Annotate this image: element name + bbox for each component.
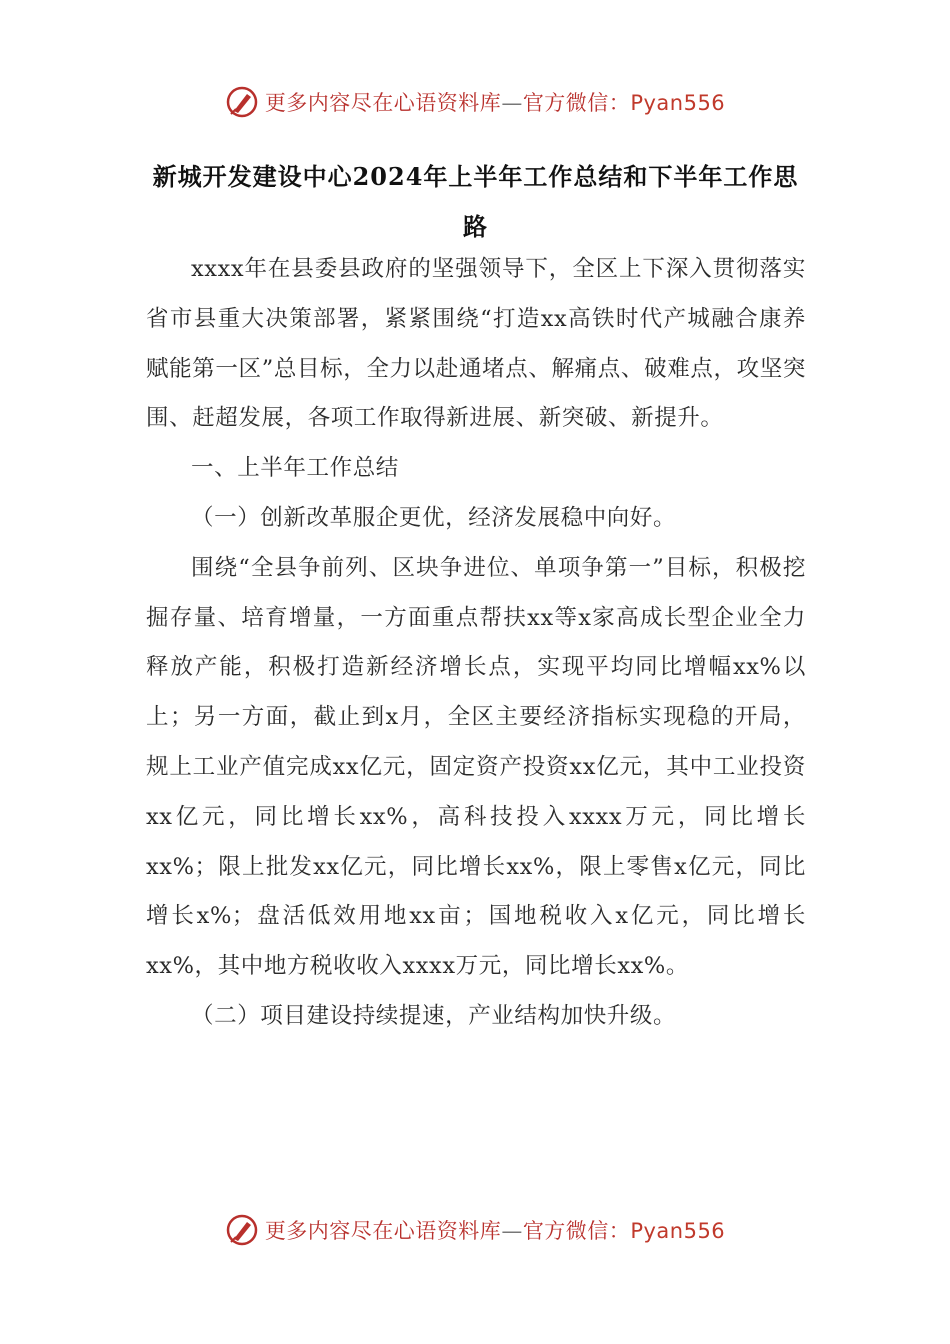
watermark-banner-bottom: [0, 1210, 950, 1250]
document-body: [146, 245, 806, 1042]
section-heading: 一、上半年工作总结: [191, 455, 399, 482]
paragraph-economy: 围绕“全县争前列、区块争进位、单项争第一”目标，积极挖掘存量、培育增量，一方面重点帮扶xx等x家高成长型企业全力释放产能，积极打造新经济增长点，实现平均同比增幅xx%以上；另一方面，截止到x月，全区主要经济指标实现稳的开局，规上工业产值完成xx亿元，固定资产投资xx亿元，其中工业投资xx亿元，同比增长xx%，高科技投入xxxx万元，同比增长xx%；限上批发xx亿元，同比增长xx%，限上零售x亿元，同比增长x%；盘活低效用地xx亩；国地税收入x亿元，同比增长xx%，其中地方税收收入xxxx万元，同比增长xx%。: [146, 554, 806, 980]
paragraph-intro: xxxx年在县委县政府的坚强领导下，全区上下深入贯彻落实省市县重大决策部署，紧紧围绕“打造xx高铁时代产城融合康养赋能第一区”总目标，全力以赴通堵点、解痛点、破难点，攻坚突围、赶超发展，各项工作取得新进展、新突破、新提升。: [146, 256, 806, 432]
watermark-banner-top: [0, 82, 950, 122]
subsection-heading: （一）创新改革服企更优，经济发展稳中向好。: [191, 504, 677, 531]
watermark-text: 更多内容尽在心语资料库—官方微信：Pyan556: [264, 91, 726, 115]
quill-pen-logo-icon: [225, 85, 259, 119]
watermark-text: 更多内容尽在心语资料库—官方微信：Pyan556: [264, 1219, 726, 1243]
subsection-heading: （二）项目建设持续提速，产业结构加快升级。: [191, 1002, 677, 1029]
document-title: 新城开发建设中心2024年上半年工作总结和下半年工作思路: [152, 162, 799, 241]
quill-pen-logo-icon: [225, 1213, 259, 1247]
